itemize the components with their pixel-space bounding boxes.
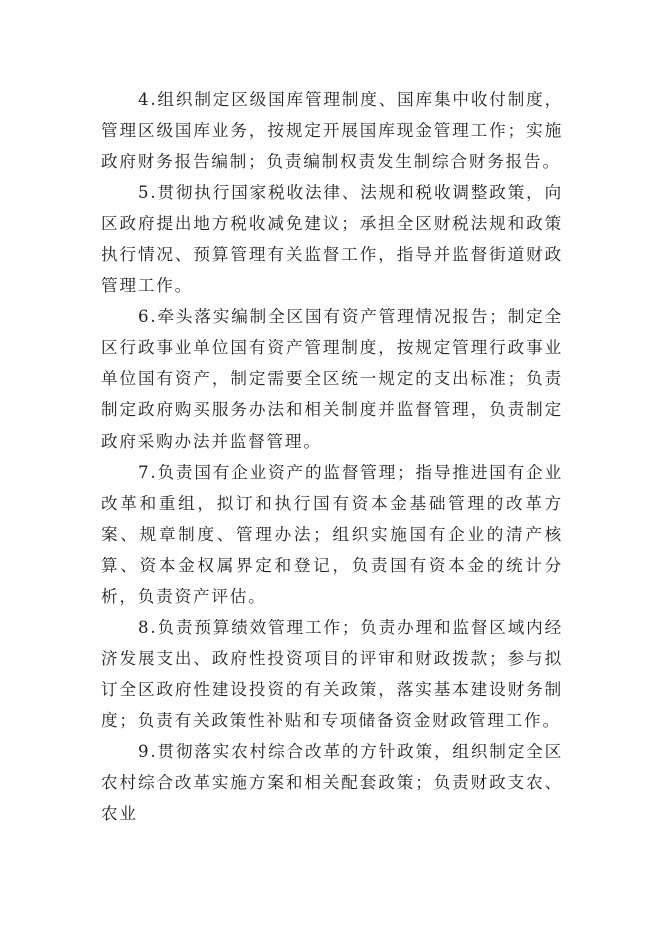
- paragraph-item-8: 8.负责预算绩效管理工作；负责办理和监督区域内经济发展支出、政府性投资项目的评审和财政拨款；参与拟订全区政府性建设投资的有关政策，落实基本建设财务制度；负责有关政策性补贴和专项储备资金财政管理工作。: [101, 617, 563, 730]
- paragraph-item-6: 6.牵头落实编制全区国有资产管理情况报告；制定全区行政事业单位国有资产管理制度，按规定管理行政事业单位国有资产，制定需要全区统一规定的支出标准；负责制定政府购买服务办法和相关制度并监督管理，负责制定政府采购办法并监督管理。: [101, 307, 563, 451]
- paragraph-item-4: 4.组织制定区级国库管理制度、国库集中收付制度，管理区级国库业务，按规定开展国库现金管理工作；实施政府财务报告编制；负责编制权责发生制综合财务报告。: [101, 90, 563, 172]
- paragraph-item-5: 5.贯彻执行国家税收法律、法规和税收调整政策，向区政府提出地方税收减免建议；承担全区财税法规和政策执行情况、预算管理有关监督工作，指导并监督街道财政管理工作。: [101, 183, 563, 296]
- paragraph-item-9: 9.贯彻落实农村综合改革的方针政策，组织制定全区农村综合改革实施方案和相关配套政策；负责财政支农、农业: [101, 741, 563, 824]
- paragraph-item-7: 7.负责国有企业资产的监督管理；指导推进国有企业改革和重组，拟订和执行国有资本金基础管理的改革方案、规章制度、管理办法；组织实施国有企业的清产核算、资本金权属界定和登记，负责国有资本金的统计分析，负责资产评估。: [101, 462, 563, 606]
- document-page: [101, 84, 563, 829]
